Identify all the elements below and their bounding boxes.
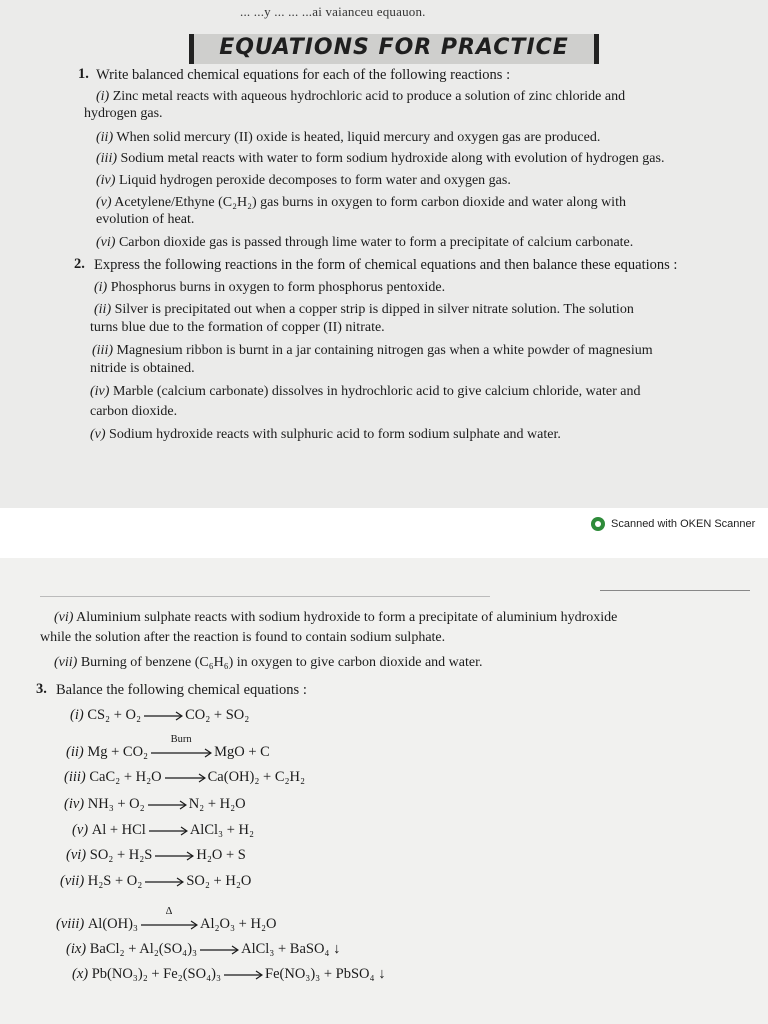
equation-number: (viii)	[56, 916, 88, 932]
banner-title: EQUATIONS FOR PRACTICE	[219, 35, 569, 60]
q1-heading: Write balanced chemical equations for each of the following reactions :	[96, 67, 511, 83]
q1-item-v-cont: evolution of heat.	[96, 212, 195, 227]
item-number: (iii)	[96, 151, 117, 166]
equation-lhs: Pb(NO₃)₂ + Fe₂(SO₄)₃	[91, 966, 222, 982]
item-text: Acetylene/Ethyne (C₂H₂) gas burns in oxygen to form carbon dioxide and water along with	[114, 195, 626, 210]
divider-line	[40, 596, 490, 597]
q2-item-iv-cont: carbon dioxide.	[90, 404, 178, 419]
item-number: (iv)	[96, 173, 116, 188]
equation-row	[64, 768, 305, 786]
equation-lhs: H₂S + O₂	[87, 873, 143, 889]
item-number: (iii)	[92, 343, 113, 358]
equation-lhs: BaCl₂ + Al₂(SO₄)₃	[89, 941, 198, 957]
item-number: (v)	[96, 195, 112, 210]
item-text: Aluminium sulphate reacts with sodium hydroxide to form a precipitate of aluminium hydroxide	[76, 610, 618, 625]
q2-item-v	[90, 426, 561, 443]
reaction-arrow-icon	[154, 846, 194, 864]
equation-row	[56, 906, 277, 933]
page-1-scan	[0, 0, 768, 508]
reaction-arrow-icon	[150, 734, 212, 761]
top-cut-text: ... ...y ... ... ...ai vaianceu equauon.	[240, 4, 426, 19]
equation-number: (vii)	[60, 873, 88, 889]
equation-number: (ii)	[66, 744, 88, 760]
q2-item-iii	[92, 342, 752, 359]
equation-rhs: AlCl₃ + H₂	[189, 822, 255, 838]
equation-number: (v)	[72, 822, 92, 838]
q1-item-v	[96, 194, 756, 211]
item-number: (i)	[96, 89, 110, 104]
item-number: (ii)	[94, 302, 112, 317]
scanner-logo-icon	[591, 517, 605, 531]
equation-rhs: Al₂O₃ + H₂O	[199, 916, 277, 932]
q1-item-ii	[96, 129, 600, 146]
item-number: (vii)	[54, 655, 78, 670]
item-number: (v)	[90, 427, 106, 442]
reaction-arrow-icon	[143, 706, 183, 724]
equation-rhs: AlCl₃ + BaSO₄ ↓	[241, 941, 341, 957]
reaction-arrow-icon	[164, 768, 206, 786]
equation-number: (i)	[70, 707, 88, 723]
item-text: Zinc metal reacts with aqueous hydrochloric acid to produce a solution of zinc chloride and	[112, 89, 626, 104]
arrow-condition-label: Burn	[170, 734, 192, 745]
q2-item-iv	[90, 383, 755, 400]
equation-lhs: CaC₂ + H₂O	[89, 769, 162, 785]
reaction-arrow-icon	[223, 965, 263, 983]
q1-item-i-cont: hydrogen gas.	[84, 106, 163, 121]
equation-row	[66, 734, 270, 761]
scanner-text: Scanned with OKEN Scanner	[611, 518, 756, 530]
item-number: (i)	[94, 280, 108, 295]
equation-rhs: Ca(OH)₂ + C₂H₂	[207, 769, 306, 785]
equation-number: (x)	[72, 966, 92, 982]
divider-line-right	[600, 590, 750, 591]
q2-item-vi	[54, 609, 754, 626]
q1-number: 1.	[78, 66, 89, 82]
item-number: (vi)	[54, 610, 74, 625]
equation-rhs: Fe(NO₃)₃ + PbSO₄ ↓	[265, 966, 386, 982]
q1-item-i	[96, 88, 746, 105]
equation-number: (iv)	[64, 796, 88, 812]
equation-rhs: SO₂ + H₂O	[186, 873, 252, 889]
item-text: When solid mercury (II) oxide is heated, liquid mercury and oxygen gas are produced.	[116, 130, 601, 145]
equation-rhs: N₂ + H₂O	[188, 796, 246, 812]
equation-lhs: Al + HCl	[91, 822, 146, 838]
item-text: Burning of benzene (C₆H₆) in oxygen to give carbon dioxide and water.	[80, 655, 483, 670]
q2-item-iii-cont: nitride is obtained.	[90, 361, 195, 376]
item-text: Marble (calcium carbonate) dissolves in hydrochloric acid to give calcium chloride, water and	[112, 384, 641, 399]
equation-lhs: Mg + CO₂	[87, 744, 149, 760]
q3-heading: Balance the following chemical equations :	[56, 682, 307, 698]
equation-lhs: NH₃ + O₂	[87, 796, 145, 812]
q2-item-i	[94, 279, 445, 296]
item-number: (vi)	[96, 235, 116, 250]
equation-row	[72, 821, 254, 839]
reaction-arrow-icon	[140, 906, 198, 933]
q2-item-vi-cont: while the solution after the reaction is found to contain sodium sulphate.	[40, 630, 446, 645]
item-text: Sodium hydroxide reacts with sulphuric acid to form sodium sulphate and water.	[109, 427, 561, 442]
equation-lhs: SO₂ + H₂S	[89, 847, 153, 863]
equation-lhs: Al(OH)₃	[87, 916, 138, 932]
item-text: Sodium metal reacts with water to form sodium hydroxide along with evolution of hydrogen gas.	[120, 151, 665, 166]
q2-item-ii-cont: turns blue due to the formation of copper (II) nitrate.	[90, 320, 385, 335]
q2-heading: Express the following reactions in the form of chemical equations and then balance these equations :	[94, 257, 678, 273]
equation-rhs: MgO + C	[214, 744, 270, 760]
q2-number: 2.	[74, 256, 85, 272]
reaction-arrow-icon	[147, 795, 187, 813]
equation-row	[66, 940, 340, 958]
item-text: Liquid hydrogen peroxide decomposes to form water and oxygen gas.	[118, 173, 511, 188]
equation-rhs: H₂O + S	[196, 847, 246, 863]
scanner-watermark	[591, 517, 755, 531]
item-number: (iv)	[90, 384, 110, 399]
q2-item-vii	[54, 654, 482, 671]
arrow-condition-label: Δ	[165, 906, 173, 917]
section-banner	[189, 34, 599, 64]
q2-item-ii	[94, 301, 754, 318]
equation-lhs: CS₂ + O₂	[87, 707, 142, 723]
item-number: (ii)	[96, 130, 114, 145]
equation-rhs: CO₂ + SO₂	[185, 707, 250, 723]
equation-number: (ix)	[66, 941, 90, 957]
equation-row	[64, 795, 246, 813]
item-text: Carbon dioxide gas is passed through lime water to form a precipitate of calcium carbonate.	[118, 235, 634, 250]
q1-item-iii	[96, 150, 664, 167]
equation-row	[60, 872, 251, 890]
equation-row	[66, 846, 246, 864]
equation-number: (vi)	[66, 847, 90, 863]
item-text: Magnesium ribbon is burnt in a jar containing nitrogen gas when a white powder of magnesium	[116, 343, 653, 358]
equation-row	[70, 706, 249, 724]
item-text: Silver is precipitated out when a copper strip is dipped in silver nitrate solution. The solution	[114, 302, 634, 317]
q3-number: 3.	[36, 681, 47, 697]
item-text: Phosphorus burns in oxygen to form phosphorus pentoxide.	[110, 280, 446, 295]
reaction-arrow-icon	[199, 940, 239, 958]
equation-row	[72, 965, 385, 983]
reaction-arrow-icon	[144, 872, 184, 890]
q1-item-vi	[96, 234, 633, 251]
equation-number: (iii)	[64, 769, 90, 785]
reaction-arrow-icon	[148, 821, 188, 839]
q1-item-iv	[96, 172, 511, 189]
